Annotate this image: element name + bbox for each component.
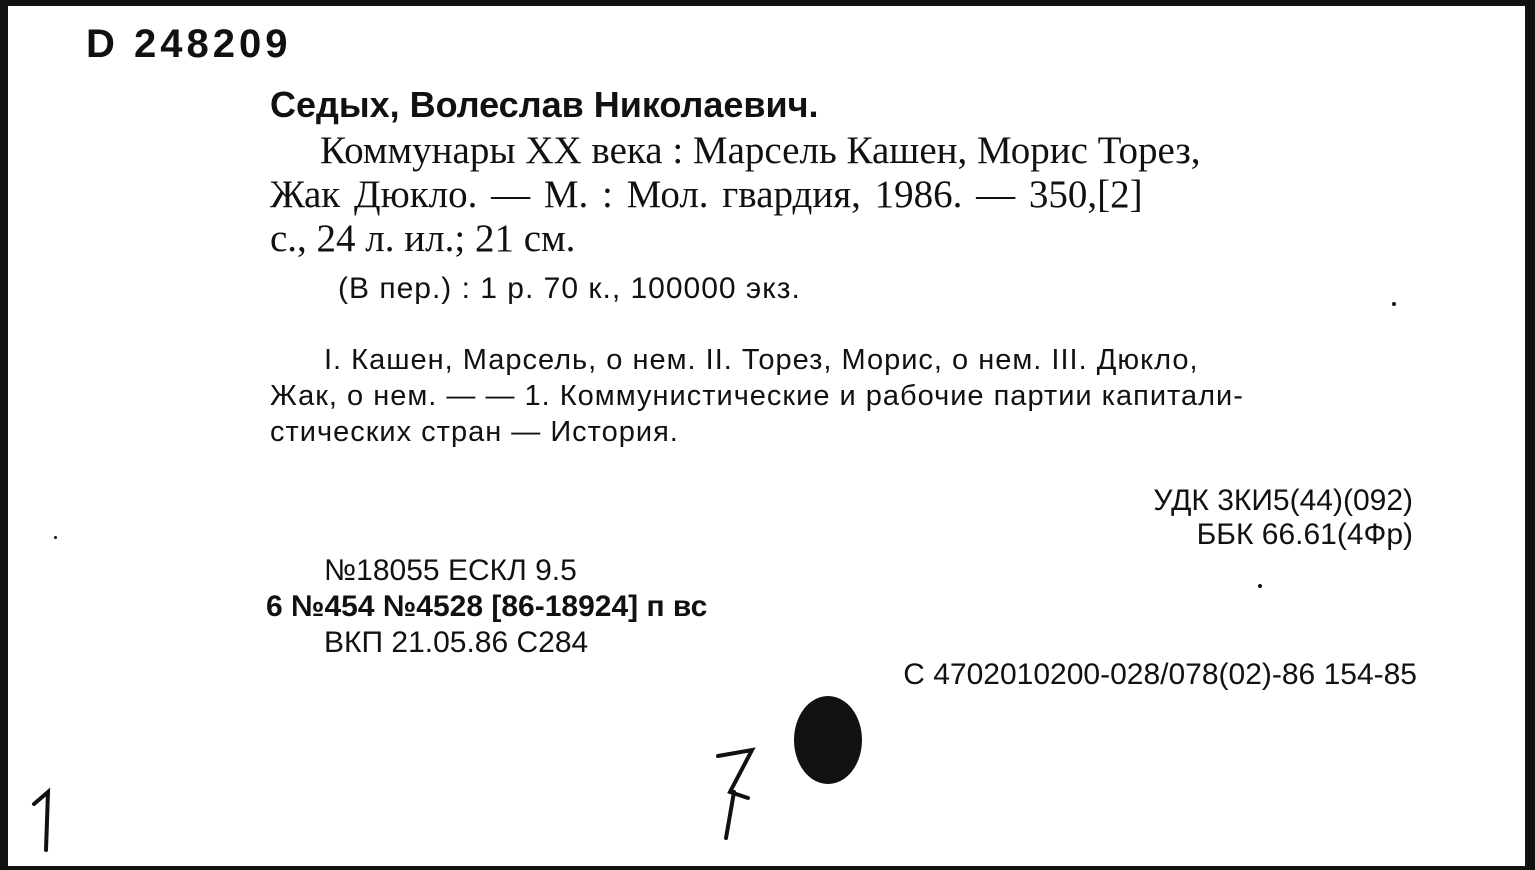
speck: [54, 536, 57, 539]
speck: [1392, 302, 1396, 306]
tech-line-3: ВКП 21.05.86 С284: [324, 626, 589, 659]
tech-line-1: №18055 ЕСКЛ 9.5: [324, 554, 577, 587]
price-circulation-line: (В пер.) : 1 р. 70 к., 100000 экз.: [338, 272, 801, 305]
title-line-1: Коммунары XX века : Марсель Кашен, Морис Торез,: [320, 129, 1201, 172]
handwritten-mark-center: [708, 740, 768, 850]
title-line-3: с., 24 л. ил.; 21 см.: [270, 217, 576, 260]
author-heading: Седых, Волеслав Николаевич.: [270, 84, 819, 125]
call-number: D 248209: [86, 22, 292, 66]
handwritten-mark-left: [26, 786, 66, 856]
title-line-2: Жак Дюкло. — М. : Мол. гвардия, 1986. — 350,[2]: [270, 173, 1143, 216]
speck: [1258, 584, 1262, 588]
punch-dot: [794, 696, 862, 784]
tech-line-2: 6 №454 №4528 [86-18924] п вс: [266, 590, 708, 623]
index-code: С 4702010200-028/078(02)-86 154-85: [903, 658, 1417, 691]
udk-code: УДК 3КИ5(44)(092): [1153, 484, 1413, 517]
subject-line-1: I. Кашен, Марсель, о нем. II. Торез, Морис, о нем. III. Дюкло,: [324, 344, 1199, 376]
bbk-code: ББК 66.61(4Фр): [1196, 518, 1413, 551]
subject-line-3: стических стран — История.: [270, 416, 679, 448]
subject-line-2: Жак, о нем. — — 1. Коммунистические и рабочие партии капитали-: [270, 380, 1244, 412]
